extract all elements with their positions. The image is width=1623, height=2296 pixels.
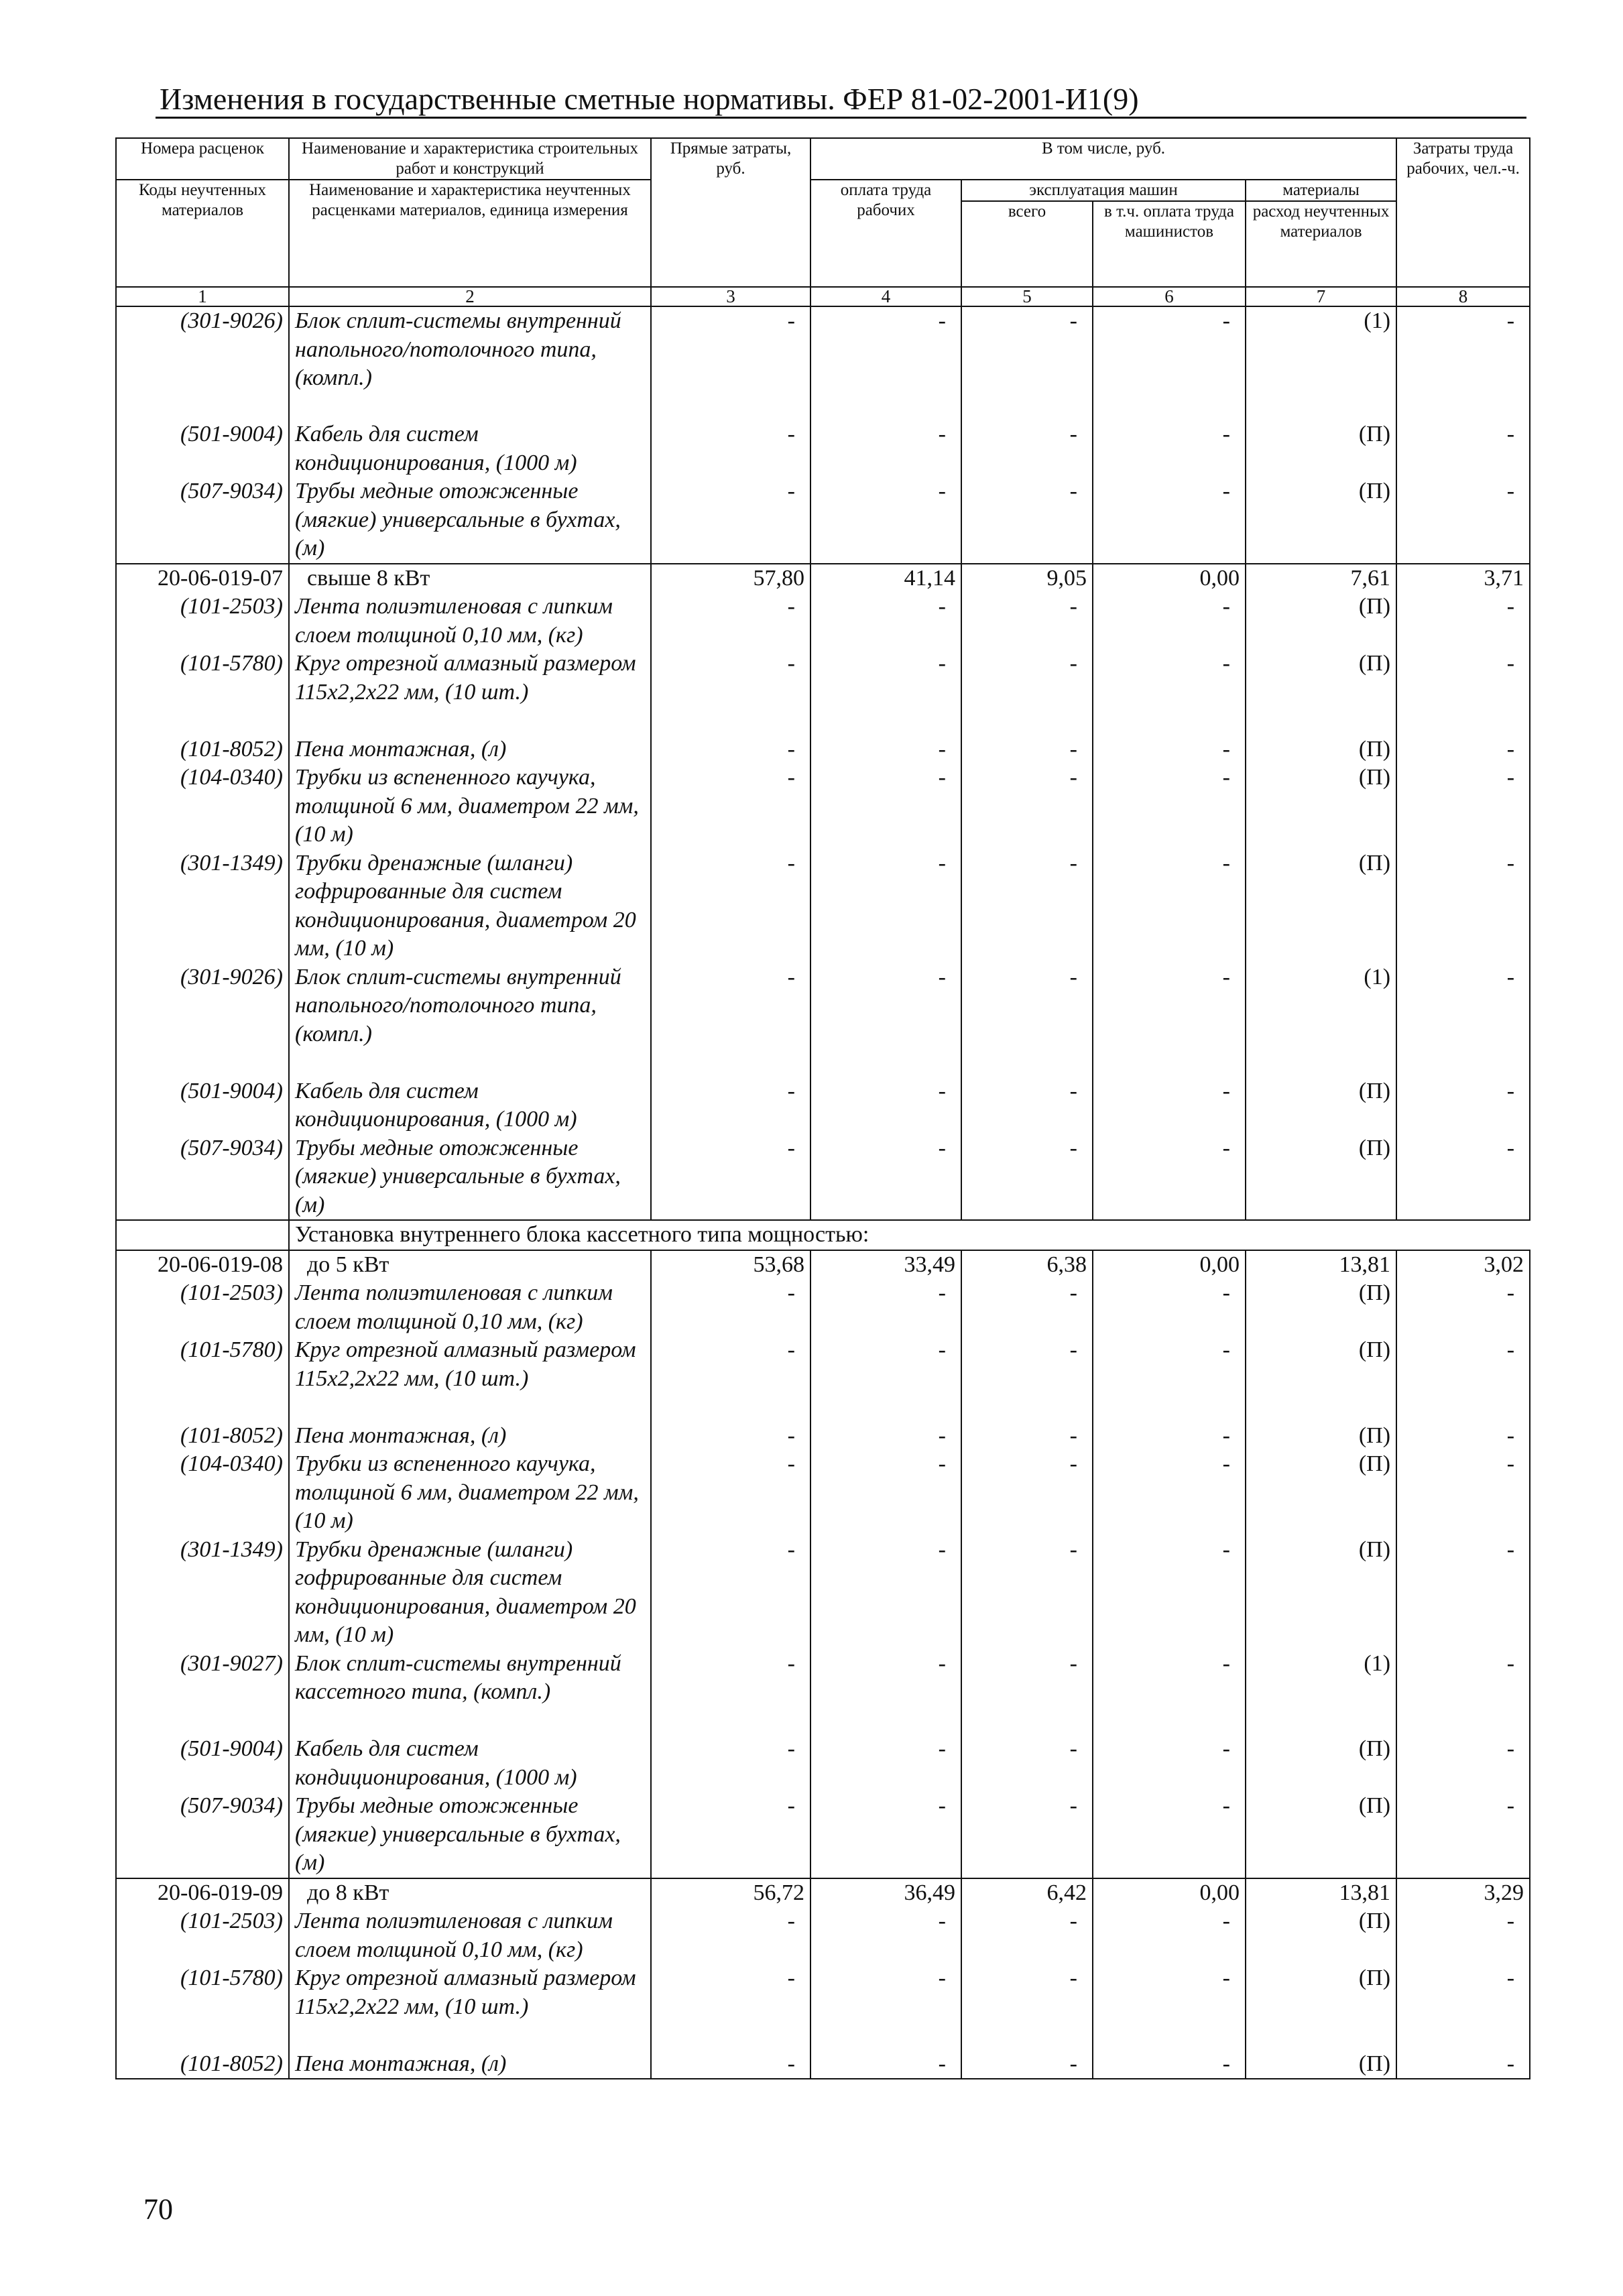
code-cell: (507-9034) [116, 1792, 289, 1878]
name-cell: Пена монтажная, (л) [289, 735, 651, 764]
value-cell: - [1396, 650, 1530, 735]
value-cell: - [651, 477, 810, 564]
value-cell: - [651, 1907, 810, 1964]
name-cell: Блок сплит-системы внутренний напольного/потолочного типа, (компл.) [289, 306, 651, 420]
code-cell: (101-2503) [116, 1907, 289, 1964]
value-cell: - [961, 1536, 1093, 1650]
header-cell: расход неучтенных материалов [1246, 201, 1396, 287]
value-cell: - [1093, 593, 1246, 650]
value-cell: - [651, 849, 810, 963]
column-number: 3 [651, 287, 810, 306]
material-row [116, 764, 1530, 849]
header-cell: материалы [1246, 180, 1396, 201]
value-cell: - [1093, 1422, 1246, 1451]
value-cell: - [1093, 849, 1246, 963]
name-cell: Круг отрезной алмазный размером 115х2,2х22 мм, (10 шт.) [289, 1964, 651, 2050]
value-cell: 6,38 [961, 1250, 1093, 1280]
value-cell: - [1396, 2050, 1530, 2079]
value-cell: - [1093, 1077, 1246, 1134]
section-title: Установка внутреннего блока кассетного типа мощностью: [289, 1220, 1530, 1250]
name-cell: Пена монтажная, (л) [289, 2050, 651, 2079]
header-cell: Затраты труда рабочих, чел.-ч. [1396, 138, 1530, 287]
name-cell: Трубки из вспененного каучука, толщиной 6 мм, диаметром 22 мм, (10 м) [289, 1450, 651, 1536]
material-row [116, 420, 1530, 477]
value-cell: - [810, 735, 961, 764]
value-cell: - [1396, 1650, 1530, 1736]
value-cell: - [961, 1735, 1093, 1792]
value-cell: (1) [1246, 963, 1396, 1077]
material-row [116, 1077, 1530, 1134]
value-cell: - [1396, 420, 1530, 477]
value-cell: - [961, 477, 1093, 564]
value-cell: - [1396, 849, 1530, 963]
name-cell: Блок сплит-системы внутренний напольного/потолочного типа, (компл.) [289, 963, 651, 1077]
value-cell: - [1093, 735, 1246, 764]
name-cell: Кабель для систем кондиционирования, (1000 м) [289, 1735, 651, 1792]
code-cell: (101-8052) [116, 1422, 289, 1451]
value-cell: (П) [1246, 1792, 1396, 1878]
value-cell: - [651, 1422, 810, 1451]
value-cell: - [1396, 764, 1530, 849]
value-cell: 6,42 [961, 1878, 1093, 1908]
value-cell: - [651, 1792, 810, 1878]
value-cell: (П) [1246, 1077, 1396, 1134]
code-cell: 20-06-019-08 [116, 1250, 289, 1280]
value-cell: 57,80 [651, 564, 810, 593]
value-cell: (П) [1246, 2050, 1396, 2079]
value-cell: - [810, 1650, 961, 1736]
value-cell: - [961, 650, 1093, 735]
header-cell: В том числе, руб. [810, 138, 1396, 180]
value-cell: - [1396, 1134, 1530, 1221]
value-cell: - [1396, 1964, 1530, 2050]
value-cell: - [961, 735, 1093, 764]
value-cell: - [651, 2050, 810, 2079]
value-cell: 36,49 [810, 1878, 961, 1908]
value-cell: - [810, 1735, 961, 1792]
code-cell: (301-1349) [116, 849, 289, 963]
value-cell: 53,68 [651, 1250, 810, 1280]
value-cell: - [961, 1792, 1093, 1878]
value-cell: - [810, 650, 961, 735]
value-cell: - [961, 1336, 1093, 1422]
material-row [116, 1735, 1530, 1792]
value-cell: - [810, 849, 961, 963]
code-cell: (104-0340) [116, 764, 289, 849]
name-cell: Кабель для систем кондиционирования, (1000 м) [289, 1077, 651, 1134]
value-cell: - [1396, 735, 1530, 764]
value-cell: - [651, 764, 810, 849]
value-cell: - [651, 1536, 810, 1650]
value-cell: - [1093, 477, 1246, 564]
value-cell: - [1093, 650, 1246, 735]
value-cell: 13,81 [1246, 1250, 1396, 1280]
value-cell: 9,05 [961, 564, 1093, 593]
value-cell: - [961, 1077, 1093, 1134]
value-cell: - [1396, 1450, 1530, 1536]
name-cell: Лента полиэтиленовая с липким слоем толщиной 0,10 мм, (кг) [289, 1279, 651, 1336]
value-cell: - [810, 1907, 961, 1964]
material-row [116, 1450, 1530, 1536]
material-row [116, 593, 1530, 650]
value-cell: - [961, 2050, 1093, 2079]
value-cell: (1) [1246, 1650, 1396, 1736]
value-cell: - [810, 1536, 961, 1650]
value-cell: (П) [1246, 1336, 1396, 1422]
value-cell: - [1093, 1735, 1246, 1792]
value-cell: (П) [1246, 1279, 1396, 1336]
value-cell: - [1396, 1536, 1530, 1650]
name-cell: Трубки дренажные (шланги) гофрированные для систем кондиционирования, диаметром 20 мм, (10 м) [289, 849, 651, 963]
code-cell: (507-9034) [116, 1134, 289, 1221]
value-cell: (1) [1246, 306, 1396, 420]
header-cell: в т.ч. оплата труда машинистов [1093, 201, 1246, 287]
value-cell: - [961, 1964, 1093, 2050]
value-cell: - [810, 1964, 961, 2050]
name-cell: Круг отрезной алмазный размером 115х2,2х22 мм, (10 шт.) [289, 650, 651, 735]
header-cell: эксплуатация машин [961, 180, 1246, 201]
code-cell: (101-2503) [116, 593, 289, 650]
value-cell: 0,00 [1093, 564, 1246, 593]
value-cell: (П) [1246, 477, 1396, 564]
value-cell: - [810, 963, 961, 1077]
value-cell: - [961, 1279, 1093, 1336]
value-cell: (П) [1246, 764, 1396, 849]
rate-row [116, 1878, 1530, 1908]
value-cell: - [810, 593, 961, 650]
value-cell: 3,02 [1396, 1250, 1530, 1280]
code-cell: (301-9026) [116, 963, 289, 1077]
material-row [116, 1536, 1530, 1650]
value-cell: - [1093, 1792, 1246, 1878]
section-code-cell [116, 1220, 289, 1250]
value-cell: 41,14 [810, 564, 961, 593]
value-cell: - [1093, 963, 1246, 1077]
header-cell: всего [961, 201, 1093, 287]
value-cell: - [651, 306, 810, 420]
name-cell: Круг отрезной алмазный размером 115х2,2х22 мм, (10 шт.) [289, 1336, 651, 1422]
value-cell: (П) [1246, 1907, 1396, 1964]
value-cell: - [651, 1735, 810, 1792]
value-cell: - [810, 420, 961, 477]
value-cell: - [1093, 1279, 1246, 1336]
value-cell: - [1093, 306, 1246, 420]
value-cell: - [961, 1650, 1093, 1736]
value-cell: - [810, 1134, 961, 1221]
value-cell: - [810, 1450, 961, 1536]
section-row [116, 1220, 1530, 1250]
code-cell: (301-9026) [116, 306, 289, 420]
value-cell: - [1093, 1450, 1246, 1536]
name-cell: Лента полиэтиленовая с липким слоем толщиной 0,10 мм, (кг) [289, 1907, 651, 1964]
code-cell: (501-9004) [116, 420, 289, 477]
material-row [116, 1964, 1530, 2050]
value-cell: - [1396, 1735, 1530, 1792]
column-number: 5 [961, 287, 1093, 306]
value-cell: - [1093, 1536, 1246, 1650]
value-cell: - [1093, 1907, 1246, 1964]
value-cell: 33,49 [810, 1250, 961, 1280]
value-cell: - [651, 1077, 810, 1134]
material-row [116, 1336, 1530, 1422]
table-body [116, 306, 1530, 2079]
page-number: 70 [143, 2193, 173, 2226]
document-title: Изменения в государственные сметные нормативы. ФЕР 81-02-2001-И1(9) [160, 82, 1139, 116]
value-cell: - [810, 306, 961, 420]
value-cell: - [810, 1792, 961, 1878]
value-cell: - [1396, 593, 1530, 650]
value-cell: - [1396, 1279, 1530, 1336]
value-cell: 0,00 [1093, 1250, 1246, 1280]
name-cell: до 5 кВт [289, 1250, 651, 1280]
material-row [116, 1134, 1530, 1221]
value-cell: 13,81 [1246, 1878, 1396, 1908]
code-cell: (507-9034) [116, 477, 289, 564]
material-row [116, 1792, 1530, 1878]
column-number: 2 [289, 287, 651, 306]
value-cell: - [961, 420, 1093, 477]
value-cell: (П) [1246, 650, 1396, 735]
rate-row [116, 564, 1530, 593]
code-cell: 20-06-019-09 [116, 1878, 289, 1908]
column-number: 8 [1396, 287, 1530, 306]
value-cell: - [651, 1650, 810, 1736]
value-cell: - [651, 1964, 810, 2050]
code-cell: (101-5780) [116, 1336, 289, 1422]
value-cell: 0,00 [1093, 1878, 1246, 1908]
value-cell: - [651, 1134, 810, 1221]
value-cell: - [1396, 306, 1530, 420]
material-row [116, 650, 1530, 735]
code-cell: (104-0340) [116, 1450, 289, 1536]
value-cell: - [810, 1422, 961, 1451]
header-cell: оплата труда рабочих [810, 180, 961, 287]
column-number: 1 [116, 287, 289, 306]
code-cell: (101-5780) [116, 1964, 289, 2050]
name-cell: Лента полиэтиленовая с липким слоем толщиной 0,10 мм, (кг) [289, 593, 651, 650]
table-header [116, 138, 1530, 306]
name-cell: Трубы медные отожженные (мягкие) универсальные в бухтах, (м) [289, 1134, 651, 1221]
column-number: 4 [810, 287, 961, 306]
code-cell: (101-8052) [116, 2050, 289, 2079]
value-cell: - [810, 1336, 961, 1422]
value-cell: - [1396, 1907, 1530, 1964]
header-cell: Коды неучтенных материалов [116, 180, 289, 287]
value-cell: - [651, 420, 810, 477]
header-cell: Наименование и характеристика неучтенных расценками материалов, единица измерения [289, 180, 651, 287]
header-cell: Прямые затраты, руб. [651, 138, 810, 287]
value-cell: - [810, 764, 961, 849]
value-cell: - [1093, 1650, 1246, 1736]
name-cell: Трубки из вспененного каучука, толщиной 6 мм, диаметром 22 мм, (10 м) [289, 764, 651, 849]
material-row [116, 735, 1530, 764]
code-cell: (301-1349) [116, 1536, 289, 1650]
name-cell: Трубы медные отожженные (мягкие) универсальные в бухтах, (м) [289, 477, 651, 564]
value-cell: - [1093, 1134, 1246, 1221]
value-cell: - [1396, 1792, 1530, 1878]
material-row [116, 1422, 1530, 1451]
code-cell: (501-9004) [116, 1735, 289, 1792]
code-cell: 20-06-019-07 [116, 564, 289, 593]
material-row [116, 2050, 1530, 2079]
value-cell: (П) [1246, 1134, 1396, 1221]
name-cell: свыше 8 кВт [289, 564, 651, 593]
value-cell: - [651, 1450, 810, 1536]
name-cell: Пена монтажная, (л) [289, 1422, 651, 1451]
rate-row [116, 1250, 1530, 1280]
material-row [116, 477, 1530, 564]
value-cell: (П) [1246, 1450, 1396, 1536]
value-cell: - [961, 1422, 1093, 1451]
value-cell: - [810, 1279, 961, 1336]
material-row [116, 306, 1530, 420]
code-cell: (101-2503) [116, 1279, 289, 1336]
code-cell: (301-9027) [116, 1650, 289, 1736]
material-row [116, 1907, 1530, 1964]
header-cell: Номера расценок [116, 138, 289, 180]
value-cell: - [1093, 2050, 1246, 2079]
material-row [116, 1650, 1530, 1736]
value-cell: - [810, 1077, 961, 1134]
value-cell: - [651, 593, 810, 650]
name-cell: Трубки дренажные (шланги) гофрированные для систем кондиционирования, диаметром 20 мм, (10 м) [289, 1536, 651, 1650]
value-cell: - [961, 963, 1093, 1077]
header-cell: Наименование и характеристика строительных работ и конструкций [289, 138, 651, 180]
value-cell: - [961, 1134, 1093, 1221]
norms-table [115, 137, 1530, 2079]
value-cell: (П) [1246, 1422, 1396, 1451]
value-cell: - [1093, 1336, 1246, 1422]
value-cell: - [651, 1336, 810, 1422]
value-cell: 3,71 [1396, 564, 1530, 593]
value-cell: - [1396, 1077, 1530, 1134]
value-cell: - [1093, 764, 1246, 849]
value-cell: - [1396, 963, 1530, 1077]
value-cell: - [651, 1279, 810, 1336]
value-cell: - [961, 306, 1093, 420]
value-cell: (П) [1246, 1536, 1396, 1650]
name-cell: до 8 кВт [289, 1878, 651, 1908]
value-cell: - [961, 849, 1093, 963]
code-cell: (101-5780) [116, 650, 289, 735]
value-cell: - [810, 477, 961, 564]
value-cell: - [1093, 420, 1246, 477]
name-cell: Трубы медные отожженные (мягкие) универсальные в бухтах, (м) [289, 1792, 651, 1878]
value-cell: - [961, 1907, 1093, 1964]
code-cell: (101-8052) [116, 735, 289, 764]
value-cell: - [810, 2050, 961, 2079]
value-cell: 56,72 [651, 1878, 810, 1908]
column-number: 6 [1093, 287, 1246, 306]
value-cell: 7,61 [1246, 564, 1396, 593]
page-header [156, 82, 1526, 119]
column-number: 7 [1246, 287, 1396, 306]
value-cell: - [1396, 477, 1530, 564]
value-cell: - [651, 650, 810, 735]
value-cell: (П) [1246, 593, 1396, 650]
name-cell: Кабель для систем кондиционирования, (1000 м) [289, 420, 651, 477]
value-cell: (П) [1246, 420, 1396, 477]
value-cell: - [651, 963, 810, 1077]
code-cell: (501-9004) [116, 1077, 289, 1134]
value-cell: (П) [1246, 735, 1396, 764]
value-cell: - [961, 593, 1093, 650]
value-cell: (П) [1246, 1735, 1396, 1792]
material-row [116, 849, 1530, 963]
value-cell: - [961, 764, 1093, 849]
value-cell: - [1396, 1422, 1530, 1451]
value-cell: - [961, 1450, 1093, 1536]
material-row [116, 1279, 1530, 1336]
material-row [116, 963, 1530, 1077]
value-cell: (П) [1246, 849, 1396, 963]
value-cell: - [1093, 1964, 1246, 2050]
name-cell: Блок сплит-системы внутренний кассетного типа, (компл.) [289, 1650, 651, 1736]
value-cell: 3,29 [1396, 1878, 1530, 1908]
value-cell: (П) [1246, 1964, 1396, 2050]
value-cell: - [1396, 1336, 1530, 1422]
value-cell: - [651, 735, 810, 764]
